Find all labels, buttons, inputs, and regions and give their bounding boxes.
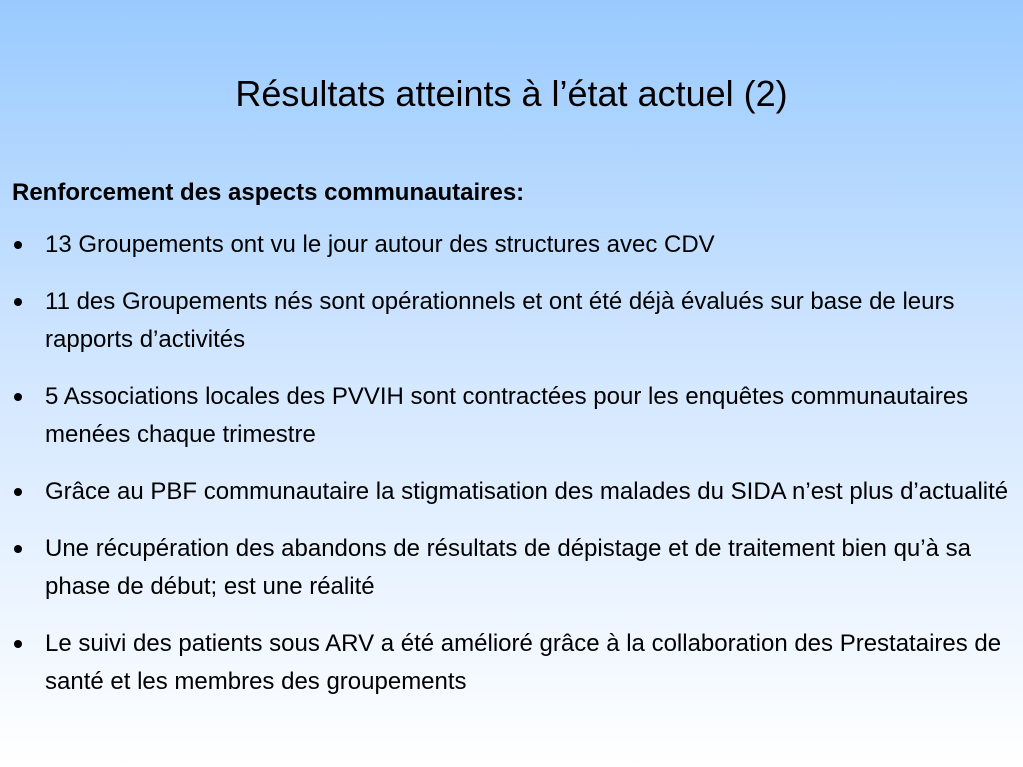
- bullet-item: [12, 283, 1012, 359]
- bullet-item: [12, 226, 1012, 264]
- bullet-item: [12, 473, 1012, 511]
- slide-title: Résultats atteints à l’état actuel (2): [235, 73, 788, 114]
- slide-content: [12, 174, 1012, 720]
- bullet-item: [12, 625, 1012, 701]
- bullet-list: [12, 226, 1012, 701]
- bullet-icon: [14, 298, 22, 306]
- bullet-icon: [14, 488, 22, 496]
- bullet-icon: [14, 241, 22, 249]
- bullet-text: 13 Groupements ont vu le jour autour des structures avec CDV: [45, 231, 715, 258]
- bullet-icon: [14, 640, 22, 648]
- section-heading: Renforcement des aspects communautaires:: [12, 179, 525, 206]
- bullet-icon: [14, 393, 22, 401]
- bullet-item: [12, 378, 1012, 454]
- bullet-icon: [14, 545, 22, 553]
- bullet-item: [12, 530, 1012, 606]
- bullet-text: 5 Associations locales des PVVIH sont contractées pour les enquêtes communautaires menées chaque trimestre: [45, 383, 969, 448]
- bullet-text: Une récupération des abandons de résultats de dépistage et de traitement bien qu’à sa phase de début; est une réalité: [45, 535, 971, 600]
- bullet-text: Grâce au PBF communautaire la stigmatisation des malades du SIDA n’est plus d’actualité: [45, 478, 1009, 505]
- bullet-text: 11 des Groupements nés sont opérationnels et ont été déjà évalués sur base de leurs rapports d’activités: [45, 288, 955, 353]
- bullet-text: Le suivi des patients sous ARV a été amélioré grâce à la collaboration des Prestataires de santé et les membres des groupements: [45, 630, 1002, 695]
